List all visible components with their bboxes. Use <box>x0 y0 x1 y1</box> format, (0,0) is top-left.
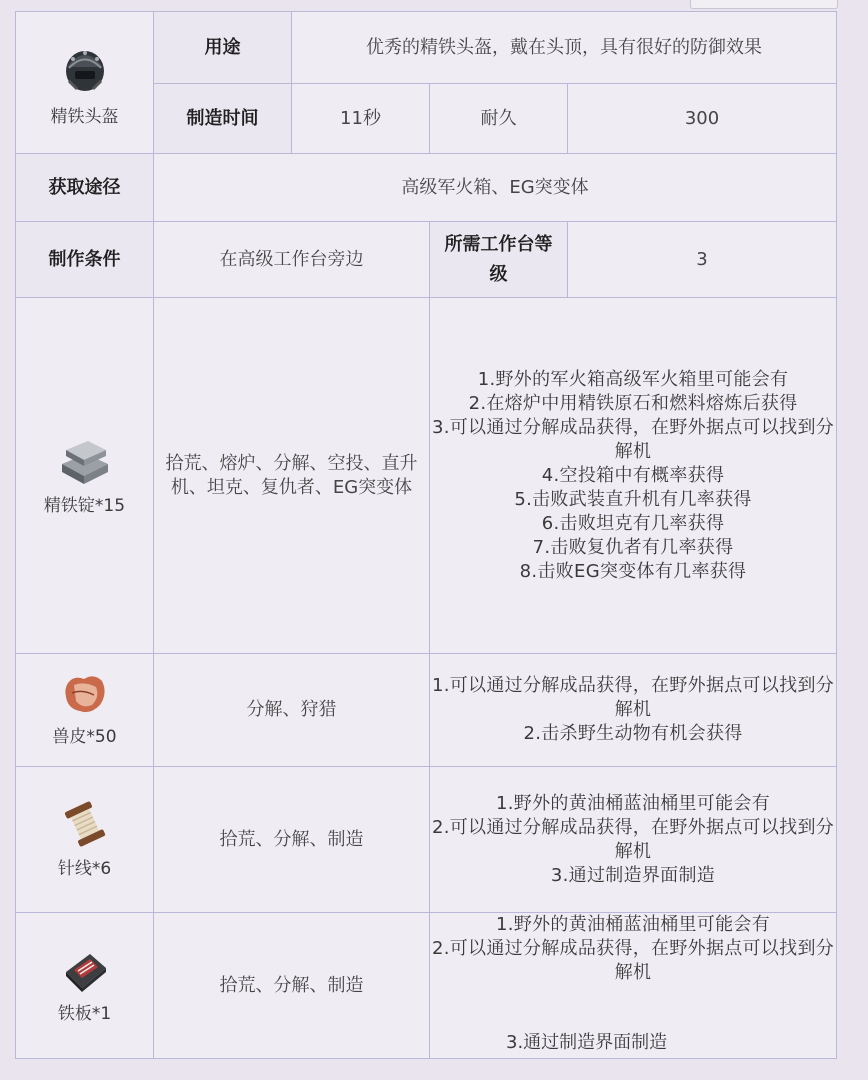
usage-row <box>16 12 837 84</box>
material-name: 铁板*1 <box>57 1003 112 1024</box>
durability-value: 300 <box>568 84 837 154</box>
material-methods: 分解、狩猎 <box>154 654 430 767</box>
material-row <box>16 767 837 913</box>
craft-time-label: 制造时间 <box>154 84 292 154</box>
durability-label: 耐久 <box>430 84 568 154</box>
helmet-icon <box>55 37 115 97</box>
source-line: 5.击败武装直升机有几率获得 <box>514 488 752 510</box>
material-cell <box>16 298 154 654</box>
helmet-cell <box>16 12 154 154</box>
material-methods: 拾荒、熔炉、分解、空投、直升机、坦克、复仇者、EG突变体 <box>154 298 430 654</box>
source-line: 2.击杀野生动物有机会获得 <box>523 723 743 744</box>
animal-hide-icon <box>60 671 110 717</box>
source-line: 1.野外的军火箱高级军火箱里可能会有 <box>477 368 789 390</box>
obtain-label: 获取途径 <box>16 154 154 222</box>
source-line: 8.击败EG突变体有几率获得 <box>519 560 747 582</box>
obtain-row <box>16 154 837 222</box>
source-line: 2.在熔炉中用精铁原石和燃料熔炼后获得 <box>468 392 798 414</box>
source-line: 3.可以通过分解成品获得，在野外据点可以找到分解机 <box>431 416 835 462</box>
product-name: 精铁头盔 <box>50 106 119 127</box>
material-methods: 拾荒、分解、制造 <box>154 767 430 913</box>
material-cell <box>16 654 154 767</box>
source-line: 3.通过制造界面制造 <box>550 864 716 886</box>
material-cell <box>16 767 154 913</box>
source-line: 4.空投箱中有概率获得 <box>541 464 725 486</box>
craft-condition-value: 在高级工作台旁边 <box>154 222 430 298</box>
material-name: 兽皮*50 <box>52 727 117 747</box>
material-row <box>16 913 837 1059</box>
workbench-level-label: 所需工作台等级 <box>430 222 568 298</box>
item-info-table <box>15 11 837 1059</box>
material-name: 精铁锭*15 <box>43 495 126 516</box>
source-line: 2.可以通过分解成品获得，在野外据点可以找到分解机 <box>431 938 835 983</box>
usage-label: 用途 <box>154 12 292 84</box>
iron-ingot-icon <box>56 434 114 486</box>
source-line: 1.野外的黄油桶蓝油桶里可能会有 <box>496 792 770 814</box>
material-cell <box>16 913 154 1059</box>
material-methods: 拾荒、分解、制造 <box>154 913 430 1059</box>
source-line: 7.击败复仇者有几率获得 <box>532 536 734 558</box>
thread-spool-icon <box>63 799 107 849</box>
source-line: 6.击败坦克有几率获得 <box>541 512 725 534</box>
craft-condition-label: 制作条件 <box>16 222 154 298</box>
iron-plate-icon <box>60 946 110 994</box>
material-row <box>16 298 837 654</box>
material-sources <box>430 767 837 913</box>
material-sources <box>430 298 837 654</box>
top-tab-stub <box>690 0 838 9</box>
craft-condition-row <box>16 222 837 298</box>
craft-time-value: 11秒 <box>292 84 430 154</box>
source-line: 2.可以通过分解成品获得，在野外据点可以找到分解机 <box>431 816 835 862</box>
usage-value: 优秀的精铁头盔，戴在头顶，具有很好的防御效果 <box>292 12 837 84</box>
trailing-source-line: 3.通过制造界面制造 <box>506 1032 668 1053</box>
source-line: 1.野外的黄油桶蓝油桶里可能会有 <box>496 914 770 935</box>
source-line: 1.可以通过分解成品获得，在野外据点可以找到分解机 <box>431 675 835 720</box>
material-row <box>16 654 837 767</box>
obtain-value: 高级军火箱、EG突变体 <box>154 154 837 222</box>
material-name: 针线*6 <box>57 858 112 879</box>
workbench-level-value: 3 <box>568 222 837 298</box>
material-sources <box>430 654 837 767</box>
